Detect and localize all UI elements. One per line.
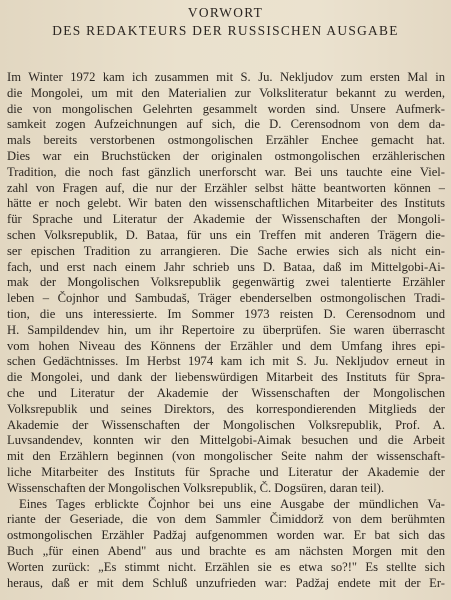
text-line: schen Volksrepublik, D. Bataa, für uns ein Treffen mit anderen Trägern die- [7,227,445,242]
text-line: Buch „für einen Abend" aus und brachte es am nächsten Morgen mit den [7,543,445,558]
text-line: zahl von Fragen auf, die nur der Erzähler selbst hätte beantworten können – [7,180,445,195]
text-line: samkeit zogen Aufzeichnungen auf sich, die D. Cerensodnom von dem da- [7,117,445,132]
text-line: Wissenschaften der Mongolischen Volksrepublik, Č. Dogsüren, daran teil). [7,480,385,495]
heading-line-2: DES REDAKTEURS DER RUSSISCHEN AUSGABE [52,23,399,38]
text-line: mak der Mongolischen Volksrepublik gegenwärtig zwei talentierte Erzähler [7,275,445,290]
text-line: mit den Erzählern beginnen (von mongolischer Seite nahm der wissenschaft- [7,449,445,464]
text-line: vom hohen Niveau des Könnens der Erzähler und dem Umfang ihres epi- [7,338,445,353]
text-line: schen Gedächtnisses. Im Herbst 1974 kam ich mit S. Ju. Nekljudov erneut in [7,354,445,369]
text-line: ostmongolischen Erzähler Padžaj aufgenommen worden war. Er bat sich das [7,528,445,543]
text-line: riante der Geseriade, die von dem Sammler Čimiddorž von dem berühmten [7,512,445,527]
heading-line-1: VORWORT [187,5,264,20]
text-line: Im Winter 1972 kam ich zusammen mit S. Ju. Nekljudov zum ersten Mal in [7,70,445,84]
body-text [7,70,445,591]
text-line: Akademie der Wissenschaften der Mongolischen Volksrepublik, Prof. A. [7,417,445,432]
text-line: Luvsandendev, konnten wir den Mittelgobi-Aimak besuchen und die Arbeit [7,433,445,448]
text-line: fach, und erst nach einem Jahr schrieb uns D. Bataa, daß im Mittelgobi-Ai- [7,259,445,274]
text-line: Eines Tages erblickte Čojnhor bei uns eine Ausgabe der mündlichen Va- [19,496,445,511]
text-line: heraus, daß er mit dem Schluß unzufrieden war: Padžaj endete mit der Er- [7,575,445,590]
text-line: die Mongolei, und dank der liebenswürdigen Mitarbeit des Instituts für Spra- [7,370,445,385]
text-line: Volksrepublik und seines Direktors, des korrespondierenden Mitglieds der [7,401,445,416]
text-line: che und Literatur der Akademie der Wissenschaften der Mongolischen [7,385,445,400]
text-line: die von mongolischen Gelehrten gesammelt worden sind. Unsere Aufmerk- [7,101,445,116]
text-line: mals bereits verstorbenen ostmongolischen Erzähler Enchee gemacht hat. [7,133,445,148]
text-line: Dies war ein Bruchstücken der originalen ostmongolischen erzählerischen [7,148,445,163]
text-line: H. Sampildendev hin, um ihr Repertoire zu überprüfen. Sie waren überrascht [7,322,445,337]
text-line: Tradition, die noch fast gänzlich unerforscht war. Bei uns tauchte eine Viel- [7,164,445,179]
text-line: liche Mitarbeiter des Instituts für Sprache und Literatur der Akademie der [7,464,445,479]
text-line: die Mongolei, um mit den Materialien zur Volksliteratur bekannt zu werden, [7,85,445,100]
text-line: ser epischen Tradition zu arrangieren. Die Sache erwies sich als nicht ein- [7,243,445,258]
text-line: hätte er noch gelebt. Wir baten den wissenschaftlichen Mitarbeiter des Instituts [7,196,445,211]
chapter-heading [0,4,451,40]
text-line: tion, die uns interessierte. Im Sommer 1973 reisten D. Cerensodnom und [7,306,445,321]
text-line: für Sprache und Literatur der Akademie der Wissenschaften der Mongoli- [7,212,445,227]
text-line: Worten zurück: „Es stimmt nicht. Erzählen sie es etwa so?!" Es stellte sich [7,559,445,574]
text-line: leben – Čojnhor und Sambudaš, Träger ebenderselben ostmongolischen Tradi- [7,291,445,306]
